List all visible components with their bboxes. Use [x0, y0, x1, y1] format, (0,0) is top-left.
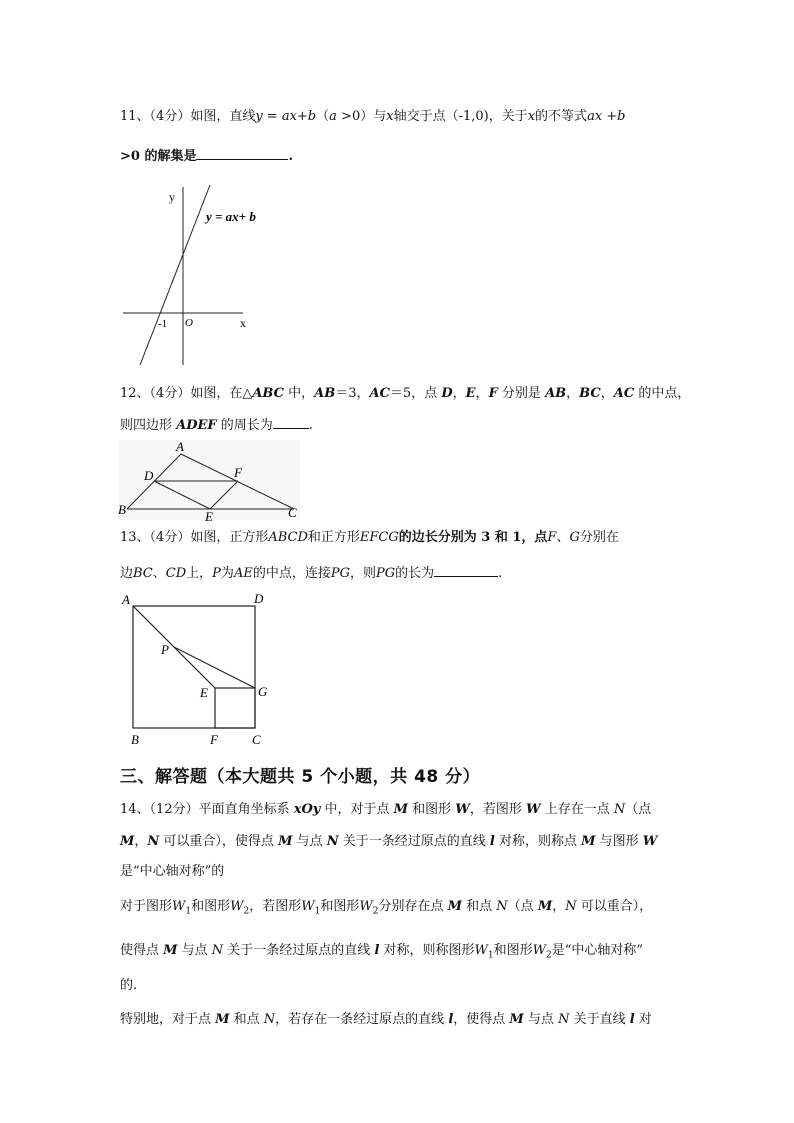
- q12-line2: [120, 414, 313, 436]
- q13-line1: [120, 528, 619, 548]
- text-segment: 关于直线: [569, 1012, 630, 1027]
- text-segment: 的不等式: [535, 109, 588, 124]
- text-segment: ，: [475, 386, 489, 401]
- text-segment: ABC: [252, 386, 284, 401]
- text-segment: 对于图形: [120, 899, 173, 914]
- q12-line1: [120, 384, 690, 404]
- text-segment: 的周长为: [216, 418, 273, 433]
- text-segment: W: [230, 899, 244, 914]
- label-a: A: [176, 439, 184, 454]
- q11-line1: [120, 107, 626, 127]
- text-segment: ，若图形: [469, 802, 527, 817]
- text-segment: ＝3，: [335, 386, 370, 401]
- text-segment: N: [496, 899, 508, 914]
- text-segment: y = ax+b: [255, 109, 317, 124]
- text-segment: 轴交于点（-1,0)，关于: [393, 109, 528, 124]
- text-segment: 与点: [523, 1012, 559, 1027]
- text-segment: 特别地，对于点: [120, 1012, 216, 1027]
- label-a: A: [122, 592, 130, 607]
- text-segment: AB: [545, 386, 567, 401]
- label-f: F: [210, 732, 218, 747]
- text-segment: 关于一条经过原点的直线: [338, 834, 490, 849]
- label-c: C: [252, 732, 261, 747]
- text-segment: G: [569, 530, 580, 545]
- text-segment: 2: [243, 906, 250, 917]
- text-segment: .: [288, 149, 293, 164]
- q13-figure: [118, 588, 278, 748]
- label-f: F: [234, 465, 242, 480]
- text-segment: W: [172, 899, 186, 914]
- text-segment: D: [441, 386, 453, 401]
- text-segment: M: [163, 943, 178, 958]
- label-d: D: [254, 591, 264, 606]
- text-segment: 12、（4分）如图，在△: [120, 386, 253, 401]
- text-segment: 1: [314, 906, 321, 917]
- q14-line7: [120, 1010, 652, 1030]
- label-c: C: [288, 505, 297, 520]
- text-segment: W: [359, 899, 373, 914]
- text-segment: 分别是: [497, 386, 546, 401]
- text-segment: ，: [566, 386, 580, 401]
- text-segment: ADEF: [176, 418, 217, 433]
- text-segment: xOy: [293, 802, 321, 817]
- text-segment: 11、（4分）如图，直线: [120, 109, 256, 124]
- q13-line2: [120, 562, 502, 584]
- origin-label: O: [185, 317, 193, 329]
- q14-line5: [120, 941, 643, 966]
- text-segment: .: [308, 418, 313, 433]
- text-segment: ABCD: [268, 530, 308, 545]
- text-segment: ，: [134, 834, 148, 849]
- text-segment: 则四边形: [120, 418, 177, 433]
- square-efcg: [215, 688, 255, 728]
- section-title: 三、解答题（本大题共 5 个小题，共 48 分）: [120, 767, 481, 787]
- text-segment: E: [465, 386, 476, 401]
- text-segment: PG: [376, 566, 396, 581]
- text-segment: 和图形: [320, 899, 360, 914]
- text-segment: x: [527, 109, 536, 124]
- text-segment: 分别存在点: [378, 899, 448, 914]
- graph-line: [140, 185, 210, 365]
- q12-figure: [118, 440, 303, 522]
- text-segment: N: [613, 802, 626, 817]
- y-axis-label: y: [169, 190, 175, 204]
- text-segment: BC: [579, 386, 601, 401]
- text-segment: N: [211, 943, 224, 958]
- q11-graph: [118, 182, 278, 372]
- text-segment: M: [215, 1012, 230, 1027]
- text-segment: M: [393, 802, 409, 817]
- text-segment: 的中点，连接: [252, 566, 331, 581]
- text-segment: 的中点，: [634, 386, 691, 401]
- text-segment: 上，: [186, 566, 213, 581]
- text-segment: 14、（12分）平面直角坐标系: [120, 802, 294, 817]
- text-segment: N: [263, 1012, 276, 1027]
- text-segment: 的.: [120, 978, 138, 993]
- text-segment: l: [629, 1012, 635, 1027]
- text-segment: W: [301, 899, 315, 914]
- text-segment: P: [212, 566, 221, 581]
- text-segment: 对称，则称图形: [379, 943, 475, 958]
- text-segment: M: [509, 1012, 524, 1027]
- text-segment: 对: [634, 1012, 652, 1027]
- text-segment: 的边长分别为 3 和 1，点: [398, 530, 548, 545]
- text-segment: ，则: [349, 566, 376, 581]
- text-segment: AB: [314, 386, 336, 401]
- text-segment: M: [447, 899, 463, 914]
- text-segment: 可以重合），使得点: [159, 834, 279, 849]
- text-segment: l: [489, 834, 495, 849]
- text-segment: a: [329, 109, 337, 124]
- text-segment: 与点: [177, 943, 212, 958]
- text-segment: 中，: [283, 386, 315, 401]
- text-segment: ax +b: [587, 109, 626, 124]
- text-segment: ，使得点: [453, 1012, 510, 1027]
- text-segment: 上存在一点: [540, 802, 614, 817]
- text-segment: N: [147, 834, 160, 849]
- text-segment: ＝5，点: [389, 386, 442, 401]
- text-segment: （点: [507, 899, 538, 914]
- q14-line6: [120, 976, 137, 996]
- label-e: E: [200, 685, 208, 700]
- text-segment: 2: [546, 950, 552, 961]
- text-segment: l: [448, 1012, 454, 1027]
- text-segment: ，若图形: [249, 899, 302, 914]
- text-segment: 、: [556, 530, 570, 545]
- label-b: B: [131, 732, 139, 747]
- text-segment: CD: [165, 566, 187, 581]
- text-segment: （: [316, 109, 330, 124]
- text-segment: 1: [185, 906, 192, 917]
- text-segment: 和图形: [493, 943, 533, 958]
- text-segment: 和图形: [191, 899, 231, 914]
- text-segment: N: [565, 899, 577, 914]
- segment-pg: [174, 647, 255, 688]
- text-segment: 和点: [229, 1012, 264, 1027]
- text-segment: W: [532, 943, 547, 958]
- text-segment: 的长为: [395, 566, 435, 581]
- text-segment: 和点: [462, 899, 497, 914]
- text-segment: ，: [452, 386, 466, 401]
- answer-blank[interactable]: [196, 145, 288, 160]
- text-segment: ，: [552, 899, 566, 914]
- text-segment: W: [455, 802, 470, 817]
- text-segment: 1: [487, 950, 494, 961]
- text-segment: .: [498, 566, 503, 581]
- text-segment: >0）与: [336, 109, 387, 124]
- text-segment: W: [474, 943, 488, 958]
- text-segment: 可以重合），: [576, 899, 653, 914]
- text-segment: 和正方形: [307, 530, 360, 545]
- text-segment: 分别在: [579, 530, 619, 545]
- text-segment: AC: [369, 386, 390, 401]
- text-segment: M: [537, 899, 553, 914]
- text-segment: AE: [233, 566, 253, 581]
- text-segment: 中，对于点: [320, 802, 394, 817]
- text-segment: W: [642, 834, 658, 849]
- text-segment: 与点: [292, 834, 327, 849]
- text-segment: （点: [625, 802, 652, 817]
- text-segment: ，若存在一条经过原点的直线: [275, 1012, 449, 1027]
- text-segment: 关于一条经过原点的直线: [223, 943, 375, 958]
- text-segment: BC: [133, 566, 153, 581]
- answer-blank[interactable]: [434, 562, 498, 577]
- text-segment: 为: [220, 566, 234, 581]
- label-b: B: [118, 502, 126, 517]
- label-e: E: [205, 509, 213, 524]
- neg-one-label: -1: [158, 318, 168, 330]
- text-segment: 和图形: [408, 802, 456, 817]
- text-segment: 使得点: [120, 943, 164, 958]
- text-segment: AC: [613, 386, 635, 401]
- text-segment: x: [386, 109, 394, 124]
- text-segment: W: [526, 802, 541, 817]
- text-segment: PG: [330, 566, 350, 581]
- q14-line1: [120, 800, 651, 820]
- text-segment: F: [488, 386, 498, 401]
- text-segment: 与图形: [595, 834, 643, 849]
- text-segment: 是“中心轴对称”: [551, 943, 644, 958]
- text-segment: 边: [120, 566, 134, 581]
- answer-blank[interactable]: [273, 414, 309, 429]
- text-segment: 13、（4分）如图，正方形: [120, 530, 269, 545]
- equation-label: y = ax+ b: [206, 209, 256, 224]
- text-segment: 、: [152, 566, 166, 581]
- text-segment: 是“中心轴对称”的: [120, 864, 225, 879]
- text-segment: M: [120, 834, 135, 849]
- label-p: P: [161, 642, 169, 657]
- text-segment: M: [581, 834, 596, 849]
- text-segment: 对称，则称点: [494, 834, 582, 849]
- q14-line4: [120, 897, 652, 922]
- text-segment: ，: [600, 386, 614, 401]
- text-segment: l: [374, 943, 380, 958]
- x-axis-label: x: [240, 316, 246, 330]
- text-segment: F: [547, 530, 557, 545]
- text-segment: M: [278, 834, 293, 849]
- q14-line3: [120, 862, 224, 882]
- label-g: G: [258, 684, 268, 699]
- text-segment: >0 的解集是: [120, 149, 197, 164]
- text-segment: EFCG: [359, 530, 399, 545]
- q11-line2: [120, 145, 293, 167]
- text-segment: N: [326, 834, 339, 849]
- text-segment: 2: [372, 906, 379, 917]
- label-d: D: [144, 468, 154, 483]
- text-segment: N: [558, 1012, 570, 1027]
- q14-line2: [120, 832, 657, 852]
